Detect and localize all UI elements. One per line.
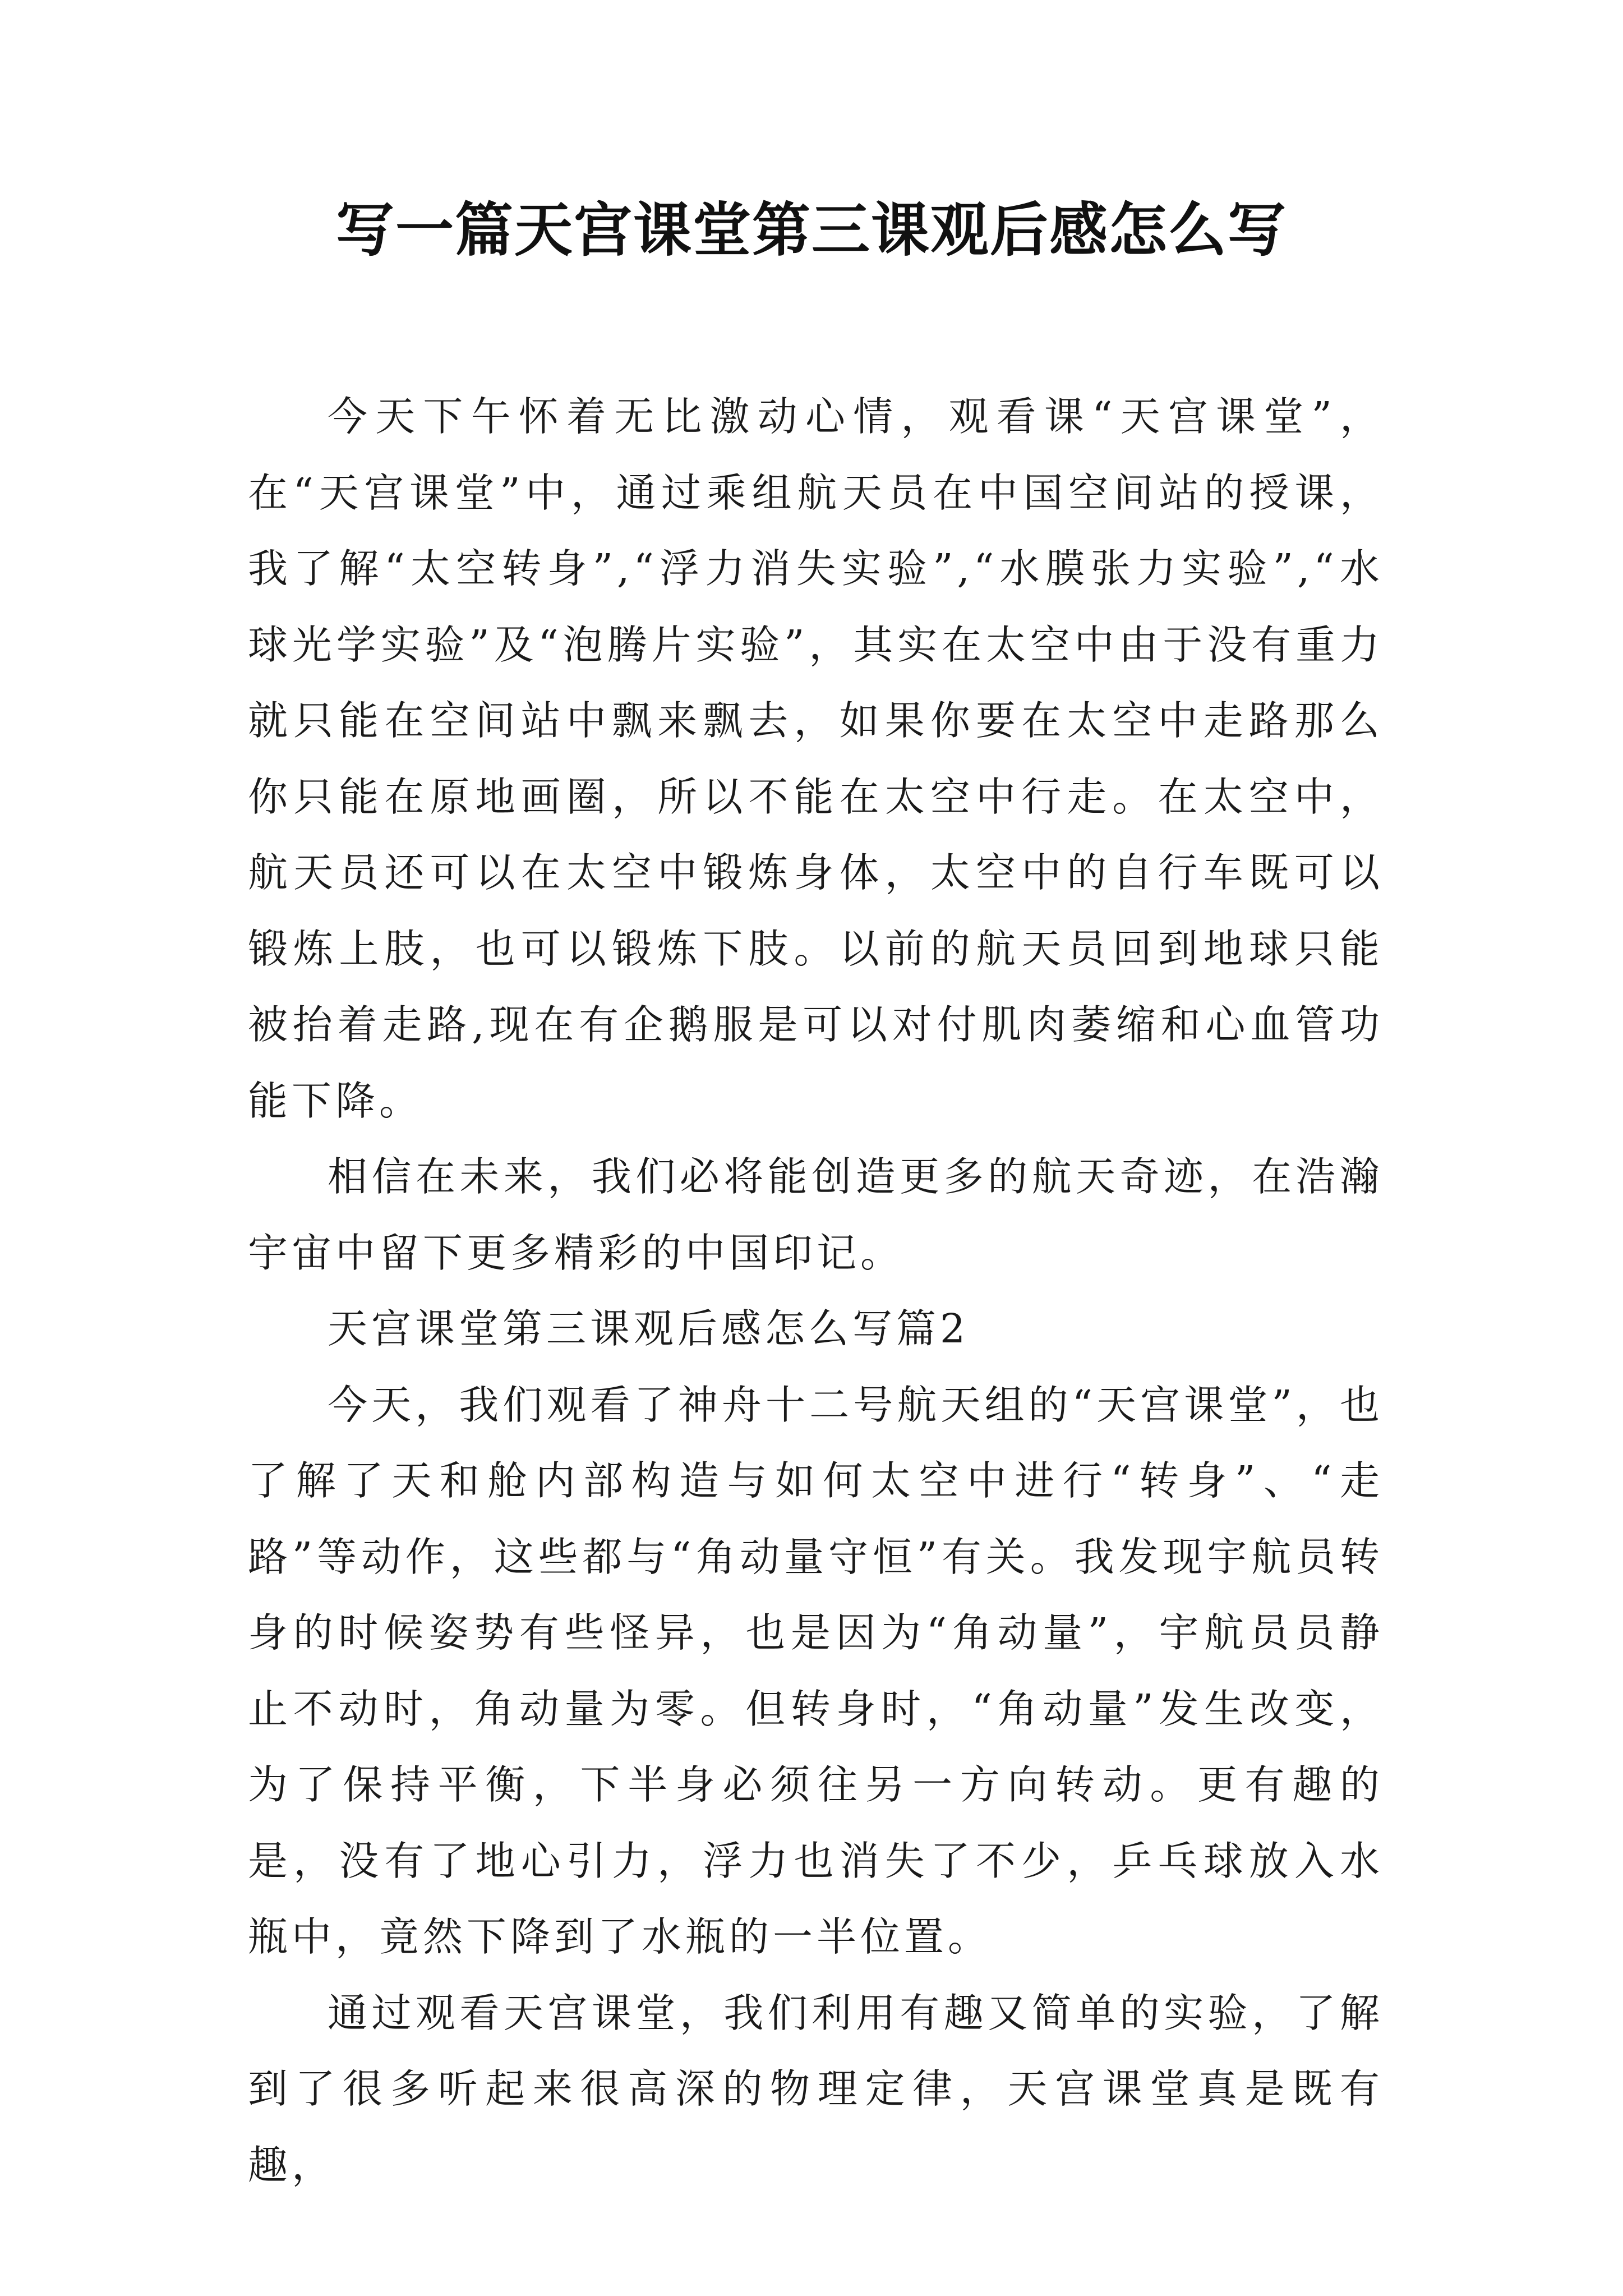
section-heading: 天宫课堂第三课观后感怎么写篇2 [328, 1305, 970, 1352]
paragraph: 今天下午怀着无比激动心情，观看课“天宫课堂”，在“天宫课堂”中，通过乘组航天员在中国空间站的授课，我了解“太空转身”,“浮力消失实验”,“水膜张力实验”,“水球光学实验”及“泡腾片实验”，其实在太空中由于没有重力就只能在空间站中飘来飘去，如果你要在太空中走路那么你只能在原地画圈，所以不能在太空中行走。在太空中，航天员还可以在太空中锻炼身体，太空中的自行车既可以锻炼上肢，也可以锻炼下肢。以前的航天员回到地球只能被抬着走路,现在有企鹅服是可以对付肌肉萎缩和心血管功能下降。 [248, 393, 1384, 1124]
paragraph: 通过观看天宫课堂，我们利用有趣又简单的实验，了解到了很多听起来很高深的物理定律，天宫课堂真是既有趣， [248, 1989, 1384, 2188]
document-body [248, 379, 1384, 2203]
paragraph: 相信在未来，我们必将能创造更多的航天奇迹，在浩瀚宇宙中留下更多精彩的中国印记。 [248, 1153, 1384, 1276]
document-title: 写一篇天宫课堂第三课观后感怎么写 [335, 195, 1287, 264]
paragraph: 今天，我们观看了神舟十二号航天组的“天宫课堂”，也了解了天和舱内部构造与如何太空中进行“转身”、“走路”等动作，这些都与“角动量守恒”有关。我发现宇航员转身的时候姿势有些怪异，也是因为“角动量”，宇航员员静止不动时，角动量为零。但转身时，“角动量”发生改变，为了保持平衡，下半身必须往另一方向转动。更有趣的是，没有了地心引力，浮力也消失了不少，乒乓球放入水瓶中，竟然下降到了水瓶的一半位置。 [248, 1381, 1384, 1960]
